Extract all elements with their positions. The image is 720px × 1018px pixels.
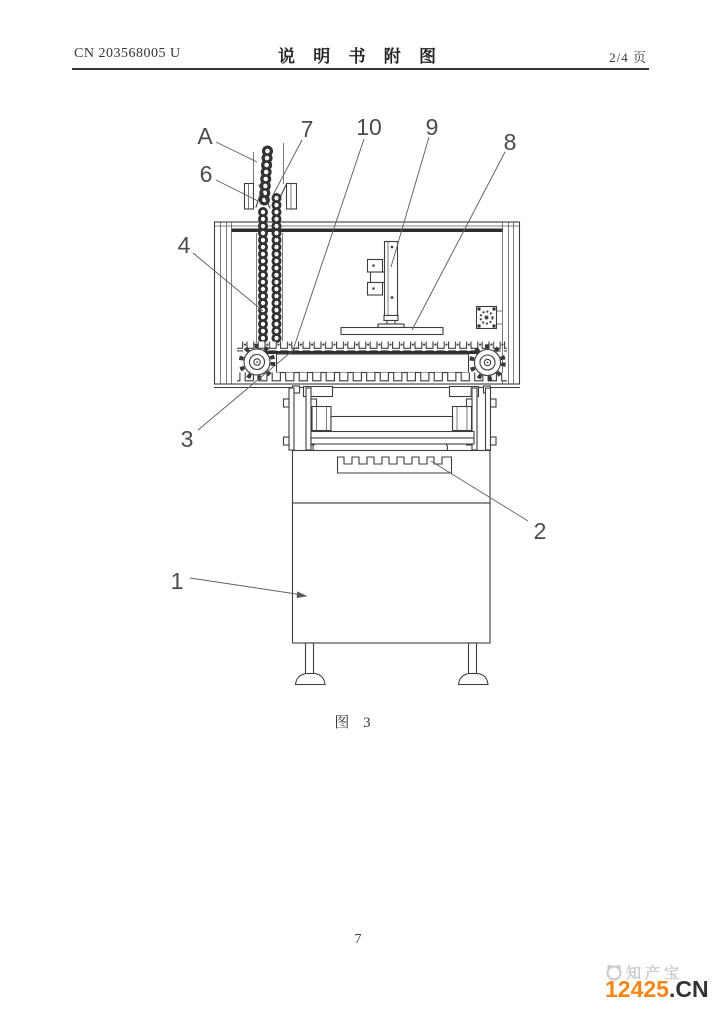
feed-chain-assembly: [245, 143, 297, 209]
drive-motor: [477, 307, 503, 329]
chain-link-row: [237, 342, 507, 352]
base-cabinet: [293, 451, 491, 685]
figure-caption: 图 3: [334, 715, 376, 731]
watermark-brand-suffix: .CN: [668, 976, 709, 1002]
label-8: 8: [503, 129, 517, 155]
watermark-brand: [605, 977, 717, 1001]
watermark-site-text: 知产宝: [626, 964, 684, 982]
label-A: A: [197, 123, 213, 149]
document-title: 说 明 书 附 图: [278, 47, 443, 66]
conveyor-teeth-row: [237, 373, 507, 385]
label-7: 7: [300, 116, 314, 142]
label-1: 1: [170, 568, 184, 594]
support-frame: [284, 386, 497, 452]
label-3: 3: [180, 426, 194, 452]
label-4: 4: [177, 232, 191, 258]
vertical-chain-columns: [257, 198, 283, 344]
label-10: 10: [356, 114, 382, 140]
watermark-brand-number: 12425: [605, 976, 669, 1002]
cabinet-leg: [306, 643, 314, 674]
cabinet-foot: [459, 674, 489, 685]
page-number: 7: [354, 932, 362, 947]
patent-number: CN 203568005 U: [74, 46, 181, 61]
watermark: [605, 962, 717, 1001]
label-6: 6: [199, 161, 213, 187]
label-2: 2: [533, 518, 547, 544]
cabinet-foot: [296, 674, 326, 685]
press-plate: [341, 328, 443, 335]
sheet-indicator: 2/4 页: [609, 50, 647, 65]
label-9: 9: [425, 114, 439, 140]
cabinet-leg: [469, 643, 477, 674]
press-arm-assembly: [341, 242, 443, 335]
